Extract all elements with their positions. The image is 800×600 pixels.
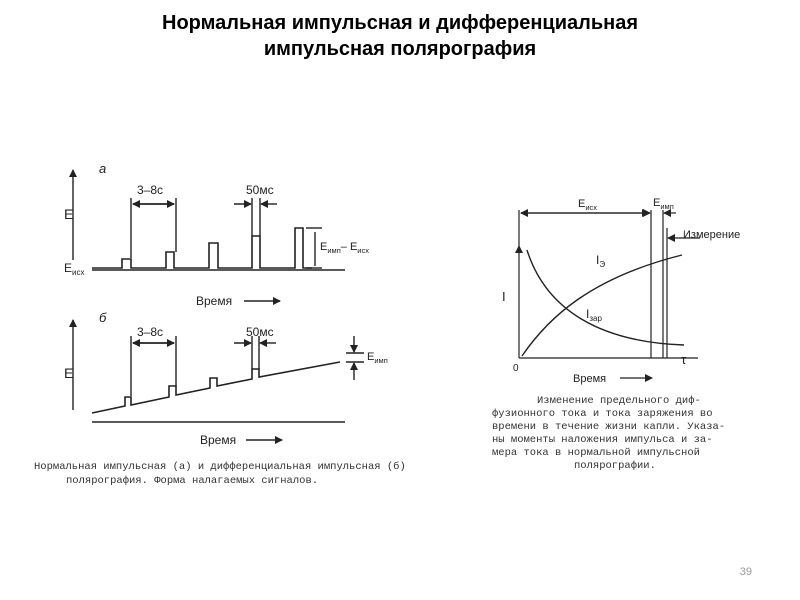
panel-b-amplitude-bracket [346,336,364,380]
right-top-bracket [519,210,700,358]
right-tau-label: τ [681,352,687,367]
left-caption-line-1: Нормальная импульсная (а) и дифференциальная импульсная (б) [34,461,406,473]
panel-b-interval-label: 3–8с [137,325,164,339]
right-caption-line-6: полярографии. [574,460,656,472]
right-caption-line-2: фузионного тока и тока заряжения во [492,408,713,420]
slide-title-line-1: Нормальная импульсная и дифференциальная [162,12,638,34]
curve-charging [527,250,684,345]
right-origin-label: 0 [513,363,519,374]
right-measure-label: Измерение [683,229,741,241]
right-caption-line-4: ны моменты наложения импульса и за- [492,434,713,446]
right-caption-line-1: Изменение предельного диф- [537,395,701,407]
right-caption [492,394,725,472]
panel-b-letter: б [99,310,107,325]
panel-b-pulse-width [234,336,276,369]
panel-a [64,161,369,308]
right-caption-line-5: мера тока в нормальной импульсной [492,447,700,459]
left-caption-line-2: полярография. Форма налагаемых сигналов. [66,475,319,487]
slide-number: 39 [739,566,752,578]
curve-charging-label: $I_{зар}$ [586,307,602,323]
right-caption-line-3: времени в течение жизни капли. Указа- [492,421,726,433]
right-seg-pulse-label: $E_{имп}$ [653,197,674,211]
panel-a-y-axis-label: E [64,206,74,222]
panel-a-pulse-width [234,198,277,236]
right-x-axis-label: Время [573,373,607,385]
panel-b [64,310,388,447]
panel-a-pulse-train [92,228,312,268]
slide-title-line-2: импульсная полярография [263,38,537,60]
right-y-axis-label: I [502,289,506,304]
panel-a-interval-bracket [131,198,176,258]
panel-a-baseline-label: $E_{иcx}$ [64,261,85,277]
panel-b-pulse-label: 50мс [246,325,274,339]
panel-a-x-axis-label: Время [196,294,233,308]
right-graph [502,197,740,385]
curve-faradaic [522,255,682,356]
panel-b-y-axis-label: E [64,365,74,381]
panel-a-interval-label: 3–8с [137,183,164,197]
curve-faradaic-label: $I_Э$ [596,253,606,269]
panel-a-letter: а [99,161,107,176]
panel-b-staircase [92,362,340,413]
panel-b-x-axis-label: Время [200,433,237,447]
panel-a-pulse-label: 50мс [246,183,274,197]
panel-b-amplitude-label: $E_{имп}$ [367,351,388,365]
right-seg-start-label: $E_{исх}$ [578,198,598,212]
panel-a-amplitude-label: $E_{имп}-$ $E_{иcx}$ [320,241,369,255]
